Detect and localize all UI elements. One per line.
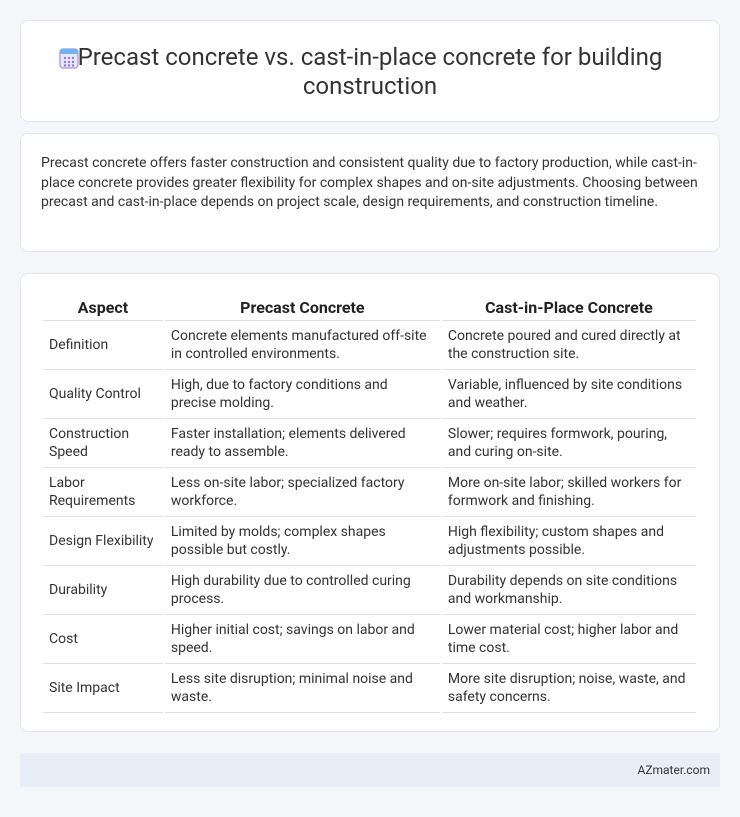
table-header-row [43, 294, 696, 321]
precast-cell: High durability due to controlled curing process. [165, 566, 440, 615]
table-row [43, 664, 696, 713]
cast-in-place-cell: More on-site labor; skilled workers for formwork and finishing. [442, 468, 696, 517]
aspect-cell: Definition [43, 321, 163, 370]
aspect-cell: Site Impact [43, 664, 163, 713]
aspect-cell: Durability [43, 566, 163, 615]
table-row [43, 419, 696, 468]
precast-cell: Higher initial cost; savings on labor and speed. [165, 615, 440, 664]
table-row [43, 468, 696, 517]
aspect-cell: Labor Requirements [43, 468, 163, 517]
comparison-table [41, 294, 698, 713]
header-cast-in-place: Cast-in-Place Concrete [442, 294, 696, 321]
table-row [43, 615, 696, 664]
precast-cell: Concrete elements manufactured off-site in controlled environments. [165, 321, 440, 370]
precast-cell: High, due to factory conditions and precise molding. [165, 370, 440, 419]
precast-cell: Less site disruption; minimal noise and waste. [165, 664, 440, 713]
footer-bar [20, 753, 720, 787]
intro-card [20, 133, 720, 252]
table-row [43, 321, 696, 370]
page-title: Precast concrete vs. cast-in-place concrete for building construction [77, 43, 663, 100]
header-aspect: Aspect [43, 294, 163, 321]
aspect-cell: Construction Speed [43, 419, 163, 468]
cast-in-place-cell: High flexibility; custom shapes and adjustments possible. [442, 517, 696, 566]
cast-in-place-cell: Concrete poured and cured directly at the construction site. [442, 321, 696, 370]
precast-cell: Faster installation; elements delivered ready to assemble. [165, 419, 440, 468]
title-card [20, 20, 720, 122]
cast-in-place-cell: Lower material cost; higher labor and time cost. [442, 615, 696, 664]
cast-in-place-cell: Variable, influenced by site conditions and weather. [442, 370, 696, 419]
table-row [43, 517, 696, 566]
cast-in-place-cell: Durability depends on site conditions and workmanship. [442, 566, 696, 615]
table-row [43, 566, 696, 615]
aspect-cell: Cost [43, 615, 163, 664]
footer-brand[interactable]: AZmater.com [637, 763, 710, 777]
comparison-card [20, 273, 720, 732]
table-row [43, 370, 696, 419]
cast-in-place-cell: Slower; requires formwork, pouring, and curing on-site. [442, 419, 696, 468]
cast-in-place-cell: More site disruption; noise, waste, and safety concerns. [442, 664, 696, 713]
aspect-cell: Design Flexibility [43, 517, 163, 566]
precast-cell: Less on-site labor; specialized factory workforce. [165, 468, 440, 517]
header-precast: Precast Concrete [165, 294, 440, 321]
intro-text: Precast concrete offers faster construction and consistent quality due to factory production, while cast-in-place concrete provides greater flexibility for complex shapes and on-site adjustments. Choosing between precast and cast-in-place depends on project scale, design requirements, and construction timeline. [41, 155, 698, 210]
precast-cell: Limited by molds; complex shapes possible but costly. [165, 517, 440, 566]
aspect-cell: Quality Control [43, 370, 163, 419]
